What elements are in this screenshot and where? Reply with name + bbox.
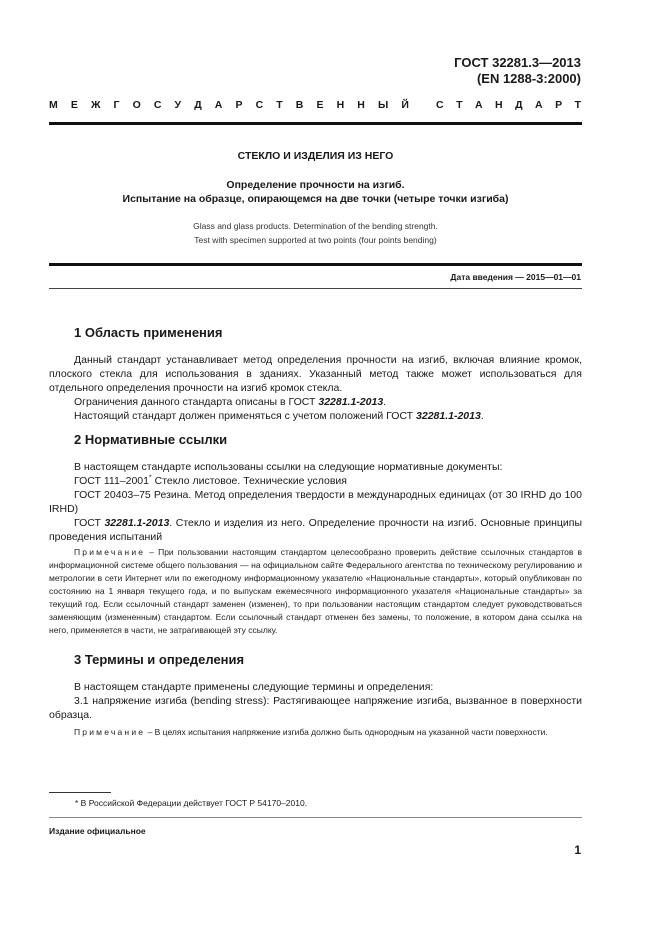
banner-letter: Н (336, 99, 345, 111)
note-label: Примечание (74, 547, 146, 557)
banner-letter: В (295, 99, 304, 111)
english-title-line-2: Test with specimen supported at two points (four points bending) (194, 235, 437, 245)
banner-letter: Т (574, 99, 581, 111)
section-2-paragraph-1: В настоящем стандарте использованы ссылки на следующие нормативные документы: (74, 461, 503, 473)
english-title-line-1: Glass and glass products. Determination of the bending strength. (193, 221, 438, 231)
banner-letter: М (49, 99, 58, 111)
en-code: (EN 1288-3:2000) (476, 71, 581, 86)
interstate-word-1 (49, 99, 409, 111)
banner-letter: Р (235, 99, 243, 111)
section-3-body (49, 680, 582, 722)
banner-letter: Т (456, 99, 463, 111)
section-2-heading-text: 2 Нормативные ссылки (74, 432, 228, 447)
page-number: 1 (574, 843, 581, 857)
banner-letter: Р (555, 99, 563, 111)
document-subtitle (49, 178, 582, 206)
section-1-heading-text: 1 Область применения (74, 325, 223, 340)
interstate-standard-banner (49, 99, 581, 111)
banner-letter: Й (401, 99, 409, 111)
english-title (49, 219, 582, 247)
banner-letter: С (153, 99, 162, 111)
interstate-word-2 (436, 99, 581, 111)
standard-code: ГОСТ 32281.3—2013 (454, 55, 581, 70)
edition-label: Издание официальное (49, 826, 146, 836)
banner-letter: А (214, 99, 223, 111)
banner-letter: А (535, 99, 543, 111)
section-2-paragraph-4: ГОСТ 32281.1-2013. Стекло и изделия из него. Определение прочности на изгиб. Основные принципы проведения испытаний (49, 517, 582, 543)
section-2-paragraph-2: ГОСТ 111–2001* Стекло листовое. Технические условия (74, 474, 347, 487)
title-divider (49, 263, 582, 266)
banner-letter: С (436, 99, 444, 111)
banner-letter: Е (70, 99, 78, 111)
banner-letter: С (255, 99, 264, 111)
section-3-note (49, 726, 582, 739)
banner-letter: Н (357, 99, 365, 111)
banner-letter: Т (276, 99, 283, 111)
subtitle-line-2: Испытание на образце, опирающемся на две точки (четыре точки изгиба) (122, 193, 509, 205)
banner-letter: Д (515, 99, 523, 111)
header-divider (49, 122, 582, 125)
banner-letter: Г (113, 99, 120, 111)
note-text: – В целях испытания напряжение изгиба должно быть однородным на указанной части поверхности. (145, 727, 548, 737)
banner-letter: А (474, 99, 483, 111)
section-2-heading (74, 432, 227, 447)
banner-letter: Е (316, 99, 324, 111)
date-divider (49, 288, 582, 289)
section-1-body (49, 353, 582, 423)
note-text: – При пользовании настоящим стандартом целесообразно проверить действие ссылочных стандартов в информационной системе общего пользования — на официальном сайте Федерального агентства по техническому регулированию и метрологии в сети Интернет или по ежегодному информационному указателю «Национальные стандарты», который опубликован по состоянию на 1 января текущего года, и по выпускам ежемесячного информационного указателя «Национальные стандарты» за текущий год. Если ссылочный стандарт заменен (изменен), то при пользовании настоящим стандартом следует руководствоваться заменяющим (измененным) стандартом. Если ссылочный стандарт отменен без замены, то положение, в котором дана ссылка на него, применяется в части, не затрагивающей эту ссылку. (49, 547, 582, 635)
section-3-paragraph-2: 3.1 напряжение изгиба (bending stress): Растягивающее напряжение изгиба, вызванное в поверхности образца. (49, 695, 582, 721)
section-2-note (49, 546, 582, 637)
section-1-paragraph-3: Настоящий стандарт должен применяться с учетом положений ГОСТ 32281.1-2013. (74, 410, 484, 422)
banner-letter: Ы (377, 99, 389, 111)
banner-letter: О (132, 99, 141, 111)
banner-letter: Н (495, 99, 503, 111)
note-label: Примечание (74, 727, 146, 737)
subtitle-line-1: Определение прочности на изгиб. (226, 179, 405, 191)
section-2-paragraph-3: ГОСТ 20403–75 Резина. Метод определения твердости в международных единицах (от 30 IRHD до 100 IRHD) (49, 489, 582, 515)
banner-letter: Ж (90, 99, 101, 111)
standard-code-block (454, 55, 581, 87)
banner-letter: Д (194, 99, 202, 111)
introduction-date: Дата введения — 2015—01—01 (450, 272, 581, 282)
footnote-rule (49, 792, 111, 793)
footnote: * В Российской Федерации действует ГОСТ Р 54170–2010. (75, 798, 308, 808)
section-2-body (49, 460, 582, 544)
section-3-heading (74, 652, 244, 667)
section-3-paragraph-1: В настоящем стандарте применены следующие термины и определения: (74, 681, 434, 693)
section-1-paragraph-1: Данный стандарт устанавливает метод определения прочности на изгиб, включая влияние кромок, плоского стекла для использования в зданиях. Указанный метод также может использоваться для отдельного определения прочности на изгиб кромок стекла. (49, 354, 582, 394)
section-1-heading (74, 325, 223, 340)
section-1-paragraph-2: Ограничения данного стандарта описаны в ГОСТ 32281.1-2013. (74, 396, 387, 408)
section-3-heading-text: 3 Термины и определения (74, 652, 245, 667)
banner-letter: У (174, 99, 182, 111)
footer-divider (49, 817, 582, 818)
document-title: СТЕКЛО И ИЗДЕЛИЯ ИЗ НЕГО (237, 150, 394, 162)
